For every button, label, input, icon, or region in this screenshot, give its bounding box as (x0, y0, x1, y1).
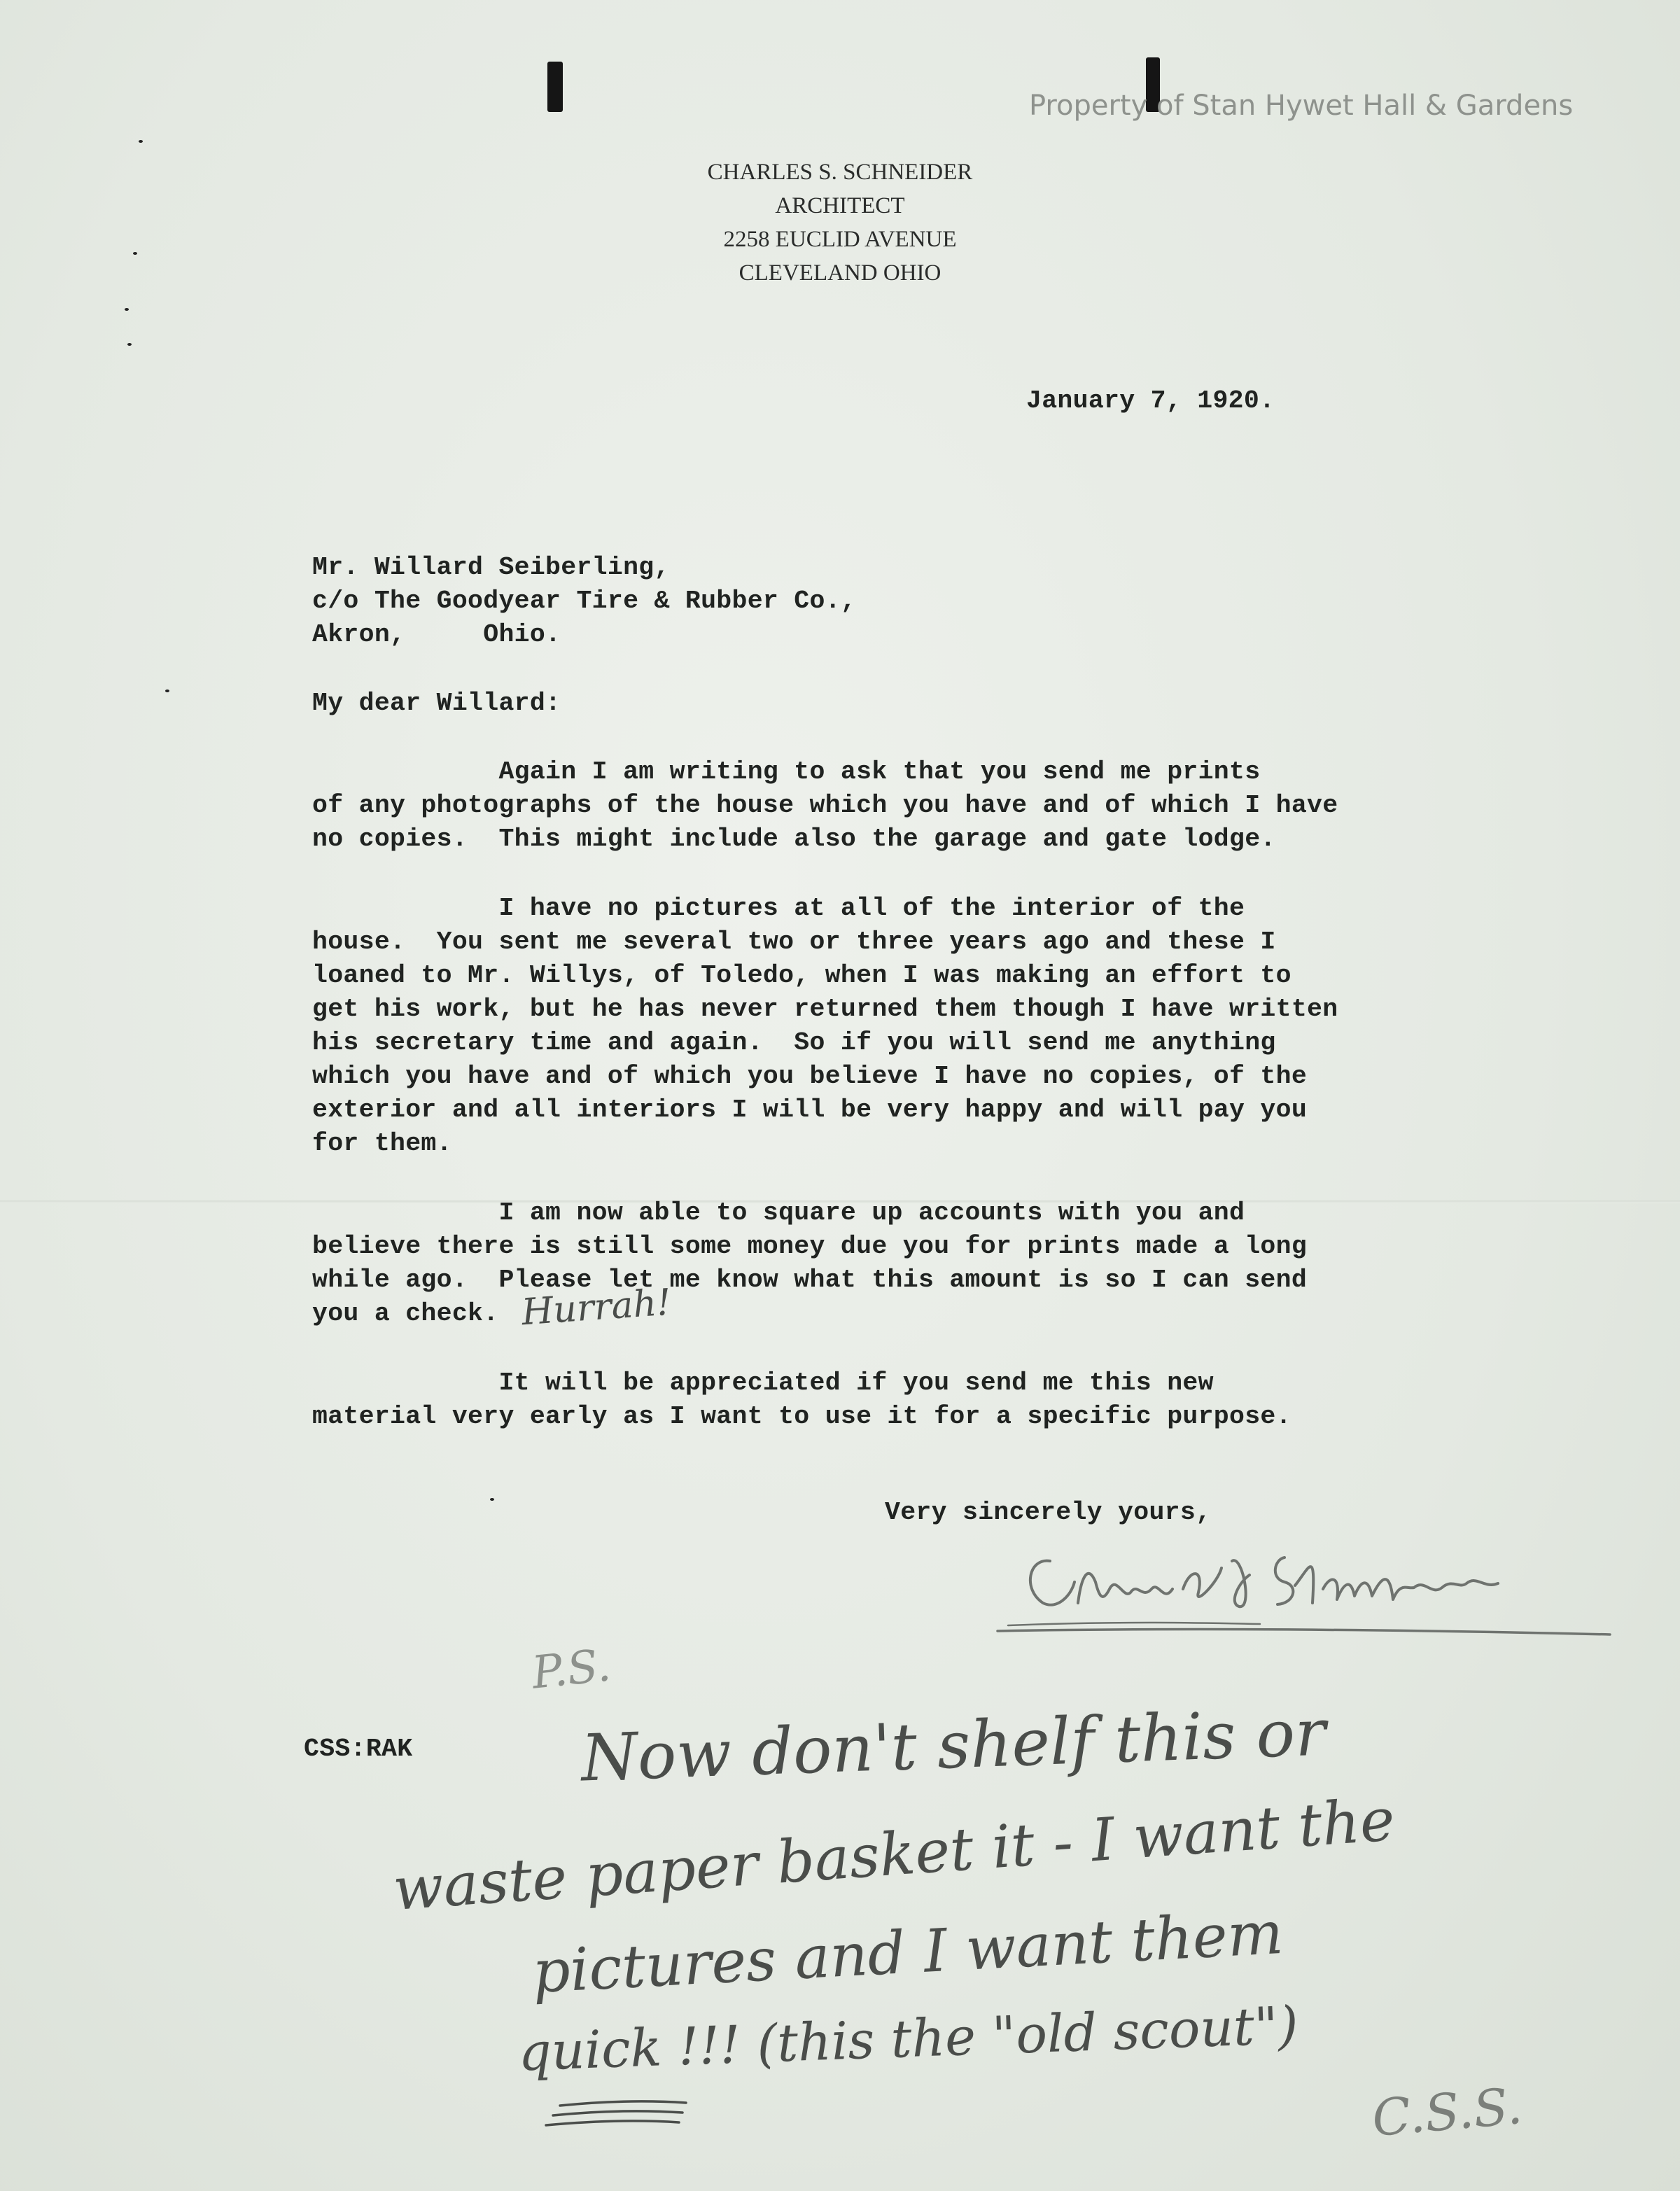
letterhead-street: 2258 EUCLID AVENUE (723, 227, 957, 252)
body-line: I have no pictures at all of the interior of the (312, 894, 1245, 923)
body-line: you a check. (312, 1299, 499, 1328)
letterhead-city: CLEVELAND OHIO (738, 260, 941, 286)
handwritten-ps-line: pictures and I want them (531, 1898, 1285, 2007)
letterhead-title: ARCHITECT (775, 193, 905, 218)
body-line: no copies. This might include also the garage and gate lodge. (312, 825, 1276, 853)
handwritten-ps-mark: P.S. (529, 1639, 613, 1700)
recipient-line: c/o The Goodyear Tire & Rubber Co., (312, 587, 857, 615)
body-line: exterior and all interiors I will be very happy and will pay you (312, 1096, 1308, 1124)
body-line: of any photographs of the house which you have and of which I have (312, 791, 1338, 820)
body-line: which you have and of which you believe I have no copies, of the (312, 1062, 1308, 1091)
body-line: loaned to Mr. Willys, of Toledo, when I was making an effort to (312, 961, 1292, 990)
body-line: for them. (312, 1129, 452, 1158)
closing: Very sincerely yours, (885, 1498, 1212, 1527)
body-line: his secretary time and again. So if you will send me anything (312, 1028, 1276, 1057)
letter-date: January 7, 1920. (1026, 386, 1275, 415)
recipient-line: Mr. Willard Seiberling, (312, 553, 670, 582)
letterhead-name: CHARLES S. SCHNEIDER (707, 160, 973, 185)
handwritten-hurrah: Hurrah! (520, 1281, 673, 1334)
body-line: while ago. Please let me know what this amount is so I can send (312, 1266, 1308, 1294)
recipient-line: Akron, Ohio. (312, 620, 561, 649)
body-line: Again I am writing to ask that you send me prints (312, 757, 1261, 786)
handwritten-ps-initials: C.S.S. (1369, 2076, 1525, 2148)
handwritten-ps-line: waste paper basket it - I want the (391, 1785, 1397, 1924)
body-line: get his work, but he has never returned them though I have written (312, 995, 1338, 1023)
typist-initials: CSS:RAK (304, 1735, 413, 1763)
body-line: I am now able to square up accounts with you and (312, 1198, 1245, 1227)
archive-watermark: Property of Stan Hywet Hall & Gardens (1029, 90, 1574, 122)
handwritten-ps-line: quick !!! (this the "old scout") (517, 1995, 1299, 2083)
handwritten-ps-line: Now don't shelf this or (580, 1695, 1327, 1796)
body-line: It will be appreciated if you send me this new (312, 1368, 1214, 1397)
salutation: My dear Willard: (312, 689, 561, 718)
body-line: house. You sent me several two or three years ago and these I (312, 927, 1276, 956)
body-line: material very early as I want to use it for a specific purpose. (312, 1402, 1292, 1431)
body-line: believe there is still some money due you for prints made a long (312, 1232, 1308, 1261)
